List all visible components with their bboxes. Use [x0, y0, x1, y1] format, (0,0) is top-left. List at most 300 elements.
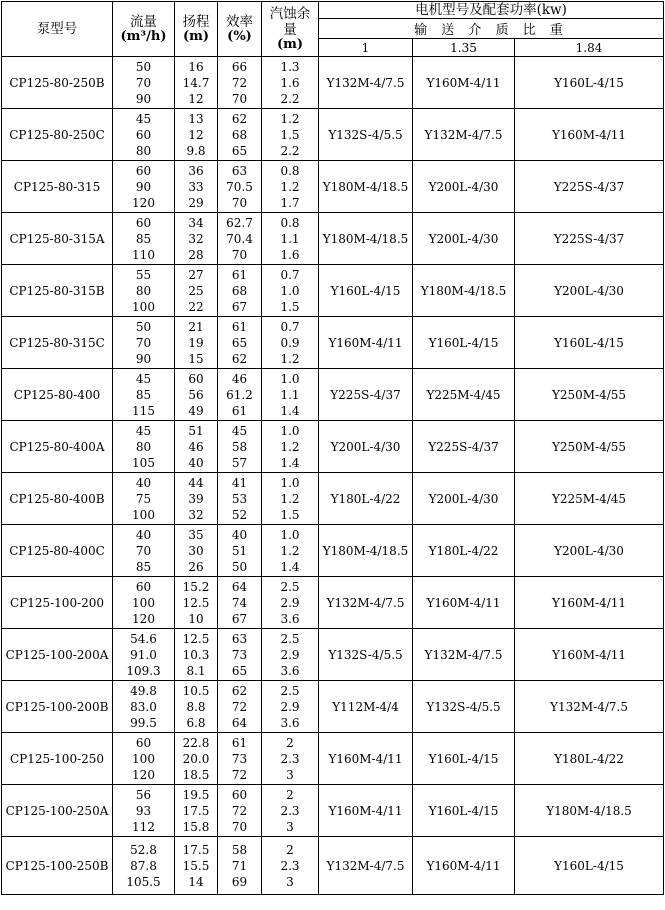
motor-model: Y132M-4/7.5 — [326, 595, 405, 610]
header-gravity — [319, 19, 664, 39]
head-value: 14.7 — [182, 75, 210, 90]
head-value: 15.2 — [182, 579, 210, 594]
model-name: CP125-80-315B — [9, 283, 105, 298]
eff-value: 41 — [231, 475, 248, 490]
model-cell — [2, 681, 113, 733]
flow-value: 120 — [132, 611, 155, 626]
eff-value: 67 — [231, 299, 248, 314]
motor-model: Y160M-4/11 — [551, 127, 627, 142]
table-row — [2, 109, 664, 161]
npsh-value: 0.8 — [280, 163, 300, 178]
header-model — [2, 2, 113, 57]
motor-model: Y132M-4/7.5 — [550, 699, 628, 714]
model-name: CP125-100-200A — [5, 647, 109, 662]
eff-value: 69 — [231, 874, 248, 889]
model-name: CP125-80-400A — [9, 439, 105, 454]
motor-cell — [319, 733, 413, 785]
head-cell — [175, 525, 218, 577]
flow-cell — [113, 265, 175, 317]
flow-value: 120 — [132, 195, 155, 210]
motor-cell — [515, 421, 664, 473]
npsh-value: 0.9 — [280, 335, 300, 350]
motor-cell — [413, 629, 515, 681]
npsh-value: 1.0 — [280, 423, 300, 438]
table-row — [2, 473, 664, 525]
head-value: 49 — [188, 403, 204, 418]
table-row — [2, 681, 664, 733]
npsh-value: 0.8 — [280, 215, 300, 230]
eff-value: 62.7 — [226, 215, 253, 230]
model-name: CP125-80-250B — [9, 75, 105, 90]
header-sg-3-label: 1.84 — [575, 40, 603, 55]
model-cell — [2, 525, 113, 577]
npsh-value: 1.0 — [280, 371, 300, 386]
motor-model: Y180M-4/18.5 — [420, 283, 507, 298]
eff-value: 70 — [231, 247, 248, 262]
head-cell — [175, 57, 218, 109]
motor-model: Y160M-4/11 — [328, 803, 403, 818]
model-cell — [2, 265, 113, 317]
eff-value: 58 — [231, 439, 248, 454]
npsh-value: 1.2 — [280, 491, 300, 506]
flow-value: 80 — [135, 143, 152, 158]
flow-value: 93 — [135, 803, 152, 818]
header-model-label: 泵型号 — [36, 21, 78, 37]
head-value: 12 — [188, 91, 204, 106]
head-value: 39 — [188, 491, 204, 506]
head-value: 20.0 — [182, 751, 210, 766]
npsh-cell — [262, 681, 319, 733]
model-name: CP125-80-315A — [9, 231, 105, 246]
motor-model: Y200L-4/30 — [554, 543, 624, 558]
head-value: 12 — [188, 127, 204, 142]
model-cell — [2, 421, 113, 473]
header-flow-title: 流量 — [130, 14, 157, 30]
flow-value: 87.8 — [130, 858, 157, 873]
head-value: 46 — [188, 439, 204, 454]
npsh-value: 1.2 — [280, 351, 300, 366]
eff-cell — [218, 837, 262, 895]
head-value: 12.5 — [182, 595, 210, 610]
flow-value: 45 — [135, 111, 152, 126]
table-row — [2, 317, 664, 369]
flow-value: 85 — [135, 231, 152, 246]
npsh-cell — [262, 213, 319, 265]
motor-cell — [413, 733, 515, 785]
header-efficiency — [218, 2, 262, 57]
motor-model: Y200L-4/30 — [330, 439, 401, 454]
head-value: 32 — [188, 507, 204, 522]
motor-model: Y200L-4/30 — [428, 491, 499, 506]
pump-spec-table — [1, 1, 664, 895]
motor-model: Y200L-4/30 — [428, 179, 499, 194]
motor-model: Y180M-4/18.5 — [322, 179, 409, 194]
eff-value: 64 — [231, 579, 248, 594]
model-name: CP125-100-250B — [5, 858, 109, 873]
eff-cell — [218, 525, 262, 577]
motor-cell — [515, 733, 664, 785]
flow-value: 90 — [135, 351, 152, 366]
model-name: CP125-100-200 — [9, 595, 105, 610]
eff-value: 70 — [231, 819, 248, 834]
motor-model: Y160M-4/11 — [426, 595, 501, 610]
eff-value: 65 — [231, 335, 248, 350]
head-value: 19.5 — [182, 787, 210, 802]
npsh-value: 2.3 — [280, 858, 300, 873]
motor-cell — [319, 837, 413, 895]
npsh-value: 2.5 — [280, 579, 300, 594]
motor-model: Y132M-4/7.5 — [424, 647, 503, 662]
motor-cell — [319, 473, 413, 525]
motor-cell — [319, 317, 413, 369]
flow-value: 70 — [135, 543, 152, 558]
npsh-value: 3.6 — [280, 715, 300, 730]
head-cell — [175, 109, 218, 161]
flow-value: 100 — [132, 507, 155, 522]
eff-value: 63 — [231, 631, 248, 646]
motor-cell — [413, 109, 515, 161]
motor-model: Y225S-4/37 — [428, 439, 499, 454]
motor-model: Y180L-4/22 — [428, 543, 499, 558]
motor-model: Y200L-4/30 — [554, 283, 624, 298]
head-value: 25 — [188, 283, 204, 298]
motor-cell — [413, 213, 515, 265]
eff-value: 57 — [231, 455, 248, 470]
motor-cell — [319, 785, 413, 837]
eff-value: 70 — [231, 195, 248, 210]
header-sg-2 — [413, 39, 515, 57]
eff-value: 68 — [231, 127, 248, 142]
motor-cell — [413, 785, 515, 837]
head-cell — [175, 577, 218, 629]
flow-value: 56 — [135, 787, 152, 802]
head-value: 10.5 — [182, 683, 210, 698]
head-value: 34 — [188, 215, 204, 230]
flow-value: 70 — [135, 335, 152, 350]
head-value: 8.8 — [186, 699, 206, 714]
eff-value: 51 — [231, 543, 248, 558]
npsh-cell — [262, 525, 319, 577]
header-efficiency-title: 效率 — [226, 14, 253, 30]
eff-value: 72 — [231, 803, 248, 818]
motor-cell — [319, 681, 413, 733]
eff-value: 40 — [231, 527, 248, 542]
npsh-cell — [262, 629, 319, 681]
npsh-value: 2 — [286, 735, 294, 750]
model-name: CP125-100-250A — [5, 803, 109, 818]
eff-value: 72 — [231, 699, 248, 714]
flow-value: 60 — [135, 735, 152, 750]
npsh-value: 1.5 — [280, 127, 300, 142]
model-name: CP125-80-400C — [9, 543, 105, 558]
npsh-value: 1.3 — [280, 59, 300, 74]
motor-cell — [413, 421, 515, 473]
flow-value: 60 — [135, 163, 152, 178]
eff-value: 46 — [231, 371, 248, 386]
motor-model: Y160M-4/11 — [551, 595, 627, 610]
table-row — [2, 265, 664, 317]
npsh-cell — [262, 369, 319, 421]
motor-model: Y112M-4/4 — [332, 699, 399, 714]
model-name: CP125-80-250C — [9, 127, 105, 142]
motor-cell — [515, 369, 664, 421]
motor-cell — [319, 109, 413, 161]
motor-model: Y180M-4/18.5 — [546, 803, 632, 818]
flow-value: 120 — [132, 767, 155, 782]
motor-cell — [515, 57, 664, 109]
motor-model: Y225S-4/37 — [330, 387, 401, 402]
motor-cell — [319, 577, 413, 629]
eff-value: 70 — [231, 91, 248, 106]
motor-model: Y200L-4/30 — [428, 231, 499, 246]
motor-model: Y132S-4/5.5 — [328, 127, 403, 142]
npsh-value: 1.7 — [280, 195, 300, 210]
motor-model: Y132S-4/5.5 — [328, 647, 403, 662]
npsh-value: 1.2 — [280, 439, 300, 454]
flow-cell — [113, 733, 175, 785]
table-body — [2, 57, 664, 895]
model-name: CP125-80-315C — [9, 335, 105, 350]
npsh-cell — [262, 317, 319, 369]
npsh-value: 1.5 — [280, 299, 300, 314]
npsh-value: 1.6 — [280, 75, 300, 90]
npsh-value: 0.7 — [280, 267, 300, 282]
eff-value: 61 — [231, 319, 248, 334]
flow-cell — [113, 109, 175, 161]
eff-value: 50 — [231, 559, 248, 574]
eff-value: 73 — [231, 647, 248, 662]
motor-model: Y132M-4/7.5 — [424, 127, 503, 142]
eff-value: 71 — [231, 858, 248, 873]
flow-value: 91.0 — [130, 647, 157, 662]
motor-cell — [515, 577, 664, 629]
head-value: 15.8 — [182, 819, 210, 834]
head-value: 22 — [188, 299, 204, 314]
motor-model: Y225M-4/45 — [551, 491, 627, 506]
motor-cell — [319, 213, 413, 265]
motor-cell — [319, 629, 413, 681]
flow-value: 50 — [135, 319, 152, 334]
motor-cell — [413, 369, 515, 421]
flow-value: 90 — [135, 179, 152, 194]
motor-model: Y225S-4/37 — [553, 231, 625, 246]
head-cell — [175, 369, 218, 421]
head-value: 40 — [188, 455, 204, 470]
motor-model: Y250M-4/55 — [551, 387, 627, 402]
head-cell — [175, 265, 218, 317]
eff-cell — [218, 421, 262, 473]
head-value: 14 — [188, 874, 204, 889]
motor-cell — [515, 525, 664, 577]
npsh-value: 1.4 — [280, 559, 300, 574]
header-sg-1 — [319, 39, 413, 57]
motor-model: Y160L-4/15 — [428, 803, 499, 818]
head-value: 28 — [188, 247, 204, 262]
npsh-value: 1.0 — [280, 475, 300, 490]
npsh-value: 2.2 — [280, 91, 300, 106]
head-value: 6.8 — [186, 715, 206, 730]
header-sg-3 — [515, 39, 664, 57]
eff-value: 62 — [231, 111, 248, 126]
flow-value: 85 — [135, 387, 152, 402]
motor-model: Y160L-4/15 — [428, 751, 499, 766]
motor-cell — [515, 317, 664, 369]
head-cell — [175, 785, 218, 837]
flow-value: 45 — [135, 423, 152, 438]
motor-model: Y160M-4/11 — [426, 858, 501, 873]
npsh-value: 3.6 — [280, 611, 300, 626]
motor-model: Y180L-4/22 — [554, 751, 624, 766]
head-value: 10.3 — [182, 647, 210, 662]
head-cell — [175, 681, 218, 733]
motor-cell — [413, 525, 515, 577]
eff-value: 53 — [231, 491, 248, 506]
flow-value: 50 — [135, 59, 152, 74]
npsh-value: 1.1 — [280, 387, 300, 402]
header-flow-unit: (m³/h) — [120, 29, 167, 44]
npsh-value: 2.9 — [280, 647, 300, 662]
header-npsh — [262, 2, 319, 57]
head-value: 13 — [188, 111, 204, 126]
flow-value: 75 — [135, 491, 152, 506]
head-value: 56 — [188, 387, 204, 402]
motor-model: Y180L-4/22 — [330, 491, 401, 506]
flow-value: 99.5 — [130, 715, 157, 730]
flow-cell — [113, 57, 175, 109]
npsh-value: 1.1 — [280, 231, 300, 246]
eff-value: 72 — [231, 75, 248, 90]
flow-value: 85 — [135, 559, 152, 574]
flow-cell — [113, 421, 175, 473]
eff-value: 58 — [231, 842, 248, 857]
eff-value: 62 — [231, 351, 248, 366]
eff-cell — [218, 161, 262, 213]
motor-model: Y160M-4/11 — [551, 647, 627, 662]
eff-value: 65 — [231, 663, 248, 678]
motor-model: Y160M-4/11 — [328, 751, 403, 766]
npsh-value: 2.9 — [280, 699, 300, 714]
flow-cell — [113, 473, 175, 525]
npsh-value: 2.2 — [280, 143, 300, 158]
motor-cell — [413, 161, 515, 213]
table-row — [2, 629, 664, 681]
flow-value: 112 — [132, 819, 155, 834]
motor-cell — [515, 265, 664, 317]
head-value: 32 — [188, 231, 204, 246]
motor-model: Y160M-4/11 — [328, 335, 403, 350]
motor-model: Y160M-4/11 — [426, 75, 501, 90]
model-name: CP125-100-250 — [9, 751, 105, 766]
model-cell — [2, 317, 113, 369]
eff-value: 72 — [231, 767, 248, 782]
npsh-value: 2.9 — [280, 595, 300, 610]
motor-cell — [515, 681, 664, 733]
eff-cell — [218, 57, 262, 109]
head-cell — [175, 473, 218, 525]
flow-value: 60 — [135, 127, 152, 142]
head-cell — [175, 733, 218, 785]
model-name: CP125-80-400 — [13, 387, 101, 402]
motor-cell — [413, 265, 515, 317]
npsh-cell — [262, 265, 319, 317]
table-row — [2, 57, 664, 109]
header-sg-1-label: 1 — [361, 40, 370, 55]
motor-cell — [515, 785, 664, 837]
head-cell — [175, 837, 218, 895]
flow-cell — [113, 837, 175, 895]
motor-model: Y180M-4/18.5 — [322, 543, 409, 558]
eff-value: 66 — [231, 59, 248, 74]
eff-value: 63 — [231, 163, 248, 178]
npsh-value: 1.2 — [280, 543, 300, 558]
table-row — [2, 421, 664, 473]
npsh-value: 1.0 — [280, 283, 300, 298]
header-gravity-title: 输 送 介 质 比 重 — [414, 23, 568, 38]
flow-value: 54.6 — [130, 631, 157, 646]
npsh-cell — [262, 421, 319, 473]
npsh-cell — [262, 733, 319, 785]
npsh-value: 3 — [286, 767, 294, 782]
header-head-title: 扬程 — [182, 14, 210, 30]
flow-cell — [113, 785, 175, 837]
eff-cell — [218, 317, 262, 369]
npsh-cell — [262, 57, 319, 109]
motor-model: Y160L-4/15 — [330, 283, 401, 298]
motor-cell — [319, 161, 413, 213]
head-value: 15 — [188, 351, 204, 366]
flow-value: 100 — [132, 299, 155, 314]
model-cell — [2, 733, 113, 785]
eff-value: 61 — [231, 403, 248, 418]
eff-cell — [218, 109, 262, 161]
flow-value: 110 — [132, 247, 155, 262]
eff-value: 62 — [231, 683, 248, 698]
npsh-value: 3 — [286, 874, 294, 889]
flow-value: 83.0 — [130, 699, 157, 714]
eff-cell — [218, 369, 262, 421]
header-npsh-line1: 汽蚀余 — [269, 6, 311, 22]
header-head-unit: (m) — [182, 29, 210, 44]
flow-value: 100 — [132, 595, 155, 610]
motor-cell — [515, 161, 664, 213]
header-efficiency-unit: (%) — [227, 29, 252, 44]
flow-value: 105.5 — [126, 874, 161, 889]
head-cell — [175, 161, 218, 213]
npsh-value: 1.6 — [280, 247, 300, 262]
head-value: 29 — [188, 195, 204, 210]
table-row — [2, 525, 664, 577]
table-row — [2, 733, 664, 785]
npsh-cell — [262, 837, 319, 895]
flow-value: 109.3 — [126, 663, 161, 678]
head-value: 44 — [188, 475, 204, 490]
table-row — [2, 837, 664, 895]
npsh-value: 2.5 — [280, 631, 300, 646]
eff-value: 45 — [231, 423, 248, 438]
head-value: 60 — [188, 371, 204, 386]
model-cell — [2, 785, 113, 837]
flow-value: 55 — [135, 267, 152, 282]
table-header — [2, 2, 664, 57]
header-head — [175, 2, 218, 57]
eff-cell — [218, 213, 262, 265]
head-cell — [175, 213, 218, 265]
head-value: 18.5 — [182, 767, 210, 782]
npsh-value: 1.5 — [280, 507, 300, 522]
flow-value: 105 — [132, 455, 155, 470]
npsh-value: 0.7 — [280, 319, 300, 334]
npsh-cell — [262, 473, 319, 525]
